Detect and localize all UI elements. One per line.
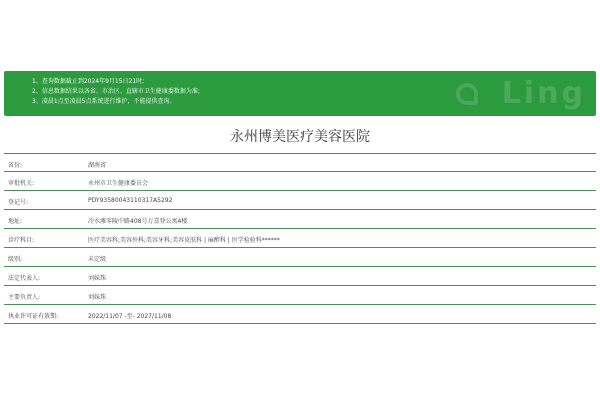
hospital-name: 永州博美医疗美容医院 bbox=[230, 129, 370, 145]
notice-line-3: 3、凌晨1点至凌晨5点系统进行维护，不能提供查询。 bbox=[32, 98, 176, 105]
row-label: 执业许可证有效期: bbox=[8, 313, 59, 320]
row-label: 审批机关: bbox=[8, 180, 35, 187]
hospital-info-table bbox=[4, 153, 596, 324]
row-label: 主要负责人: bbox=[8, 294, 41, 301]
row-label: 省份: bbox=[8, 162, 23, 169]
row-label: 登记号: bbox=[8, 199, 29, 206]
row-label: 诊疗科目: bbox=[8, 237, 35, 244]
notice-line-2: 2、信息数据结果以各省、市治区、直辖市卫生健康委数据为准; bbox=[32, 88, 200, 95]
row-label: 级别: bbox=[8, 256, 23, 263]
row-value: 湖南省 bbox=[88, 162, 107, 169]
notice-banner bbox=[4, 71, 596, 116]
row-value: 2022/11/07 -至- 2027/11/08 bbox=[88, 313, 172, 320]
row-value: PDY93580043110317A5292 bbox=[88, 197, 173, 204]
row-label: 法定代表人: bbox=[8, 275, 41, 282]
row-value: 冷水滩零陵中路408号万喜登公寓4楼 bbox=[88, 218, 188, 225]
row-value: 刘妹珠 bbox=[88, 294, 107, 301]
table-row-departments bbox=[4, 229, 596, 248]
row-label: 地址: bbox=[8, 218, 23, 225]
row-value: 刘妹珠 bbox=[88, 275, 107, 282]
notice-line-1: 1、查询数据截止到2024年9月15日21时; bbox=[32, 78, 145, 85]
table-row-license-validity bbox=[4, 305, 596, 324]
watermark-logo-icon bbox=[456, 83, 478, 105]
watermark-text: Ling bbox=[501, 76, 586, 111]
table-row-address bbox=[4, 210, 596, 229]
row-value: 永州市卫生健康委员会 bbox=[88, 180, 149, 187]
row-value: 未定级 bbox=[88, 256, 107, 263]
table-row-province bbox=[4, 153, 596, 172]
row-value: 医疗美容科;美容外科;美容牙科;美容皮肤科 | 麻醉科 | 医学检验科****** bbox=[88, 237, 280, 244]
table-row-registration-number bbox=[4, 191, 596, 210]
table-row-legal-representative bbox=[4, 267, 596, 286]
table-row-principal bbox=[4, 286, 596, 305]
table-row-level bbox=[4, 248, 596, 267]
table-row-approval-authority bbox=[4, 172, 596, 191]
